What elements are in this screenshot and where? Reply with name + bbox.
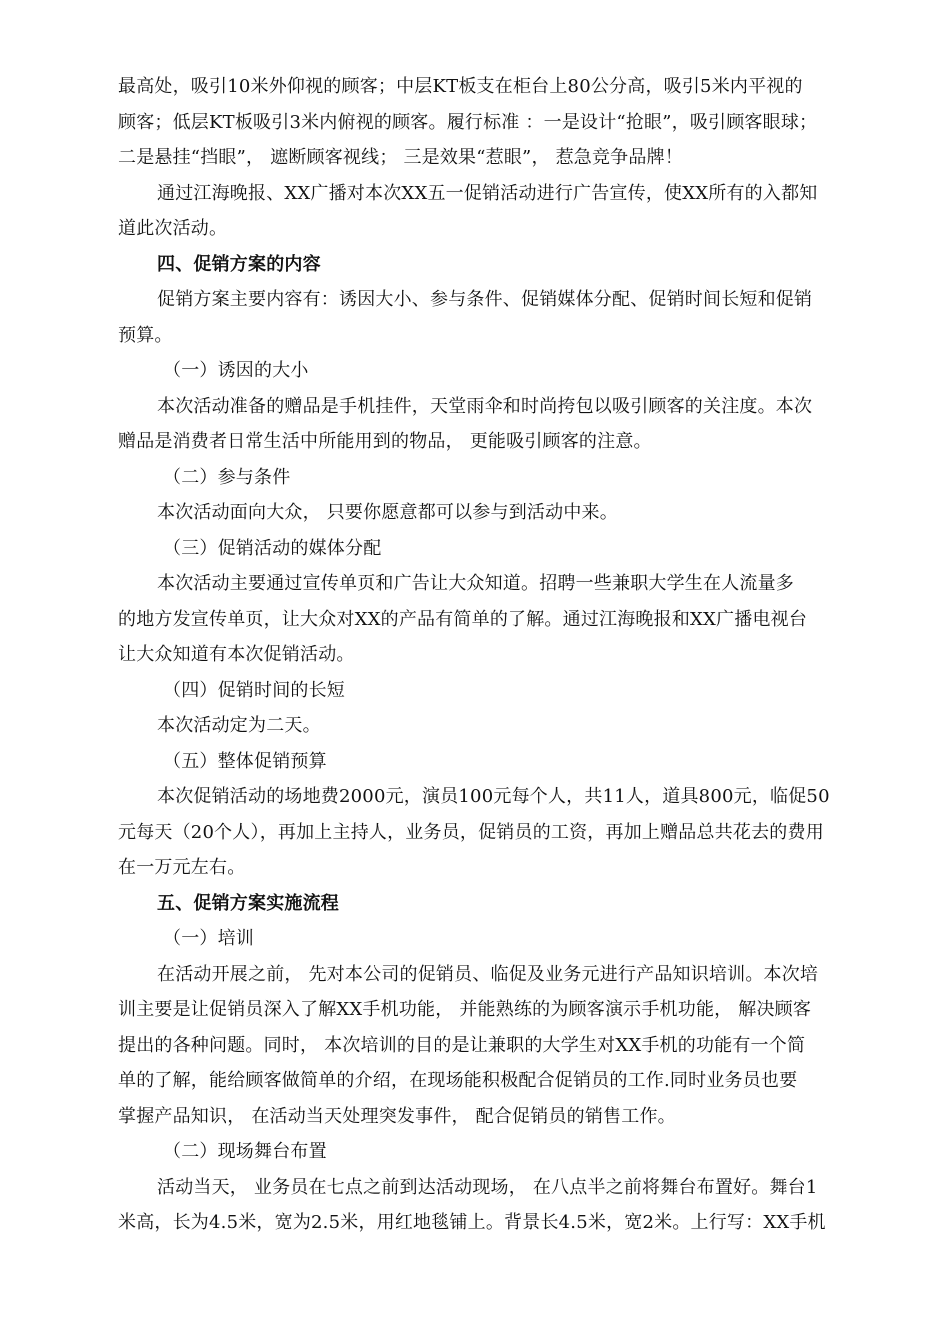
paragraph-line: 元每天（20个人），再加上主持人，业务员，促销员的工资，再加上赠品总共花去的费用 (118, 821, 824, 843)
document-body (118, 69, 834, 1241)
paragraph-line: 在活动开展之前， 先对本公司的促销员、临促及业务元进行产品知识培训。本次培 (157, 963, 819, 985)
paragraph-line: 单的了解，能给顾客做简单的介绍，在现场能积极配合促销员的工作.同时业务员也要 (118, 1070, 798, 1091)
paragraph-line: 让大众知道有本次促销活动。 (118, 644, 355, 665)
paragraph-line: 本次活动主要通过宣传单页和广告让大众知道。招聘一些兼职大学生在人流量多 (157, 573, 794, 594)
paragraph-line: 通过江海晚报、XX广播对本次XX五一促销活动进行广告宣传，使XX所有的入都知 (157, 182, 818, 204)
paragraph-line: 促销方案主要内容有：诱因大小、参与条件、促销媒体分配、促销时间长短和促销 (157, 289, 813, 310)
paragraph-line: 本次活动定为二天。 (157, 715, 321, 736)
paragraph-line: 二是悬挂“挡眼”， 遮断顾客视线； 三是效果“惹眼”， 惹急竞争品牌！ (118, 147, 683, 168)
paragraph-line: 活动当天， 业务员在七点之前到达活动现场， 在八点半之前将舞台布置好。舞台1 (157, 1176, 818, 1198)
subsection-heading: （二）现场舞台布置 (163, 1141, 327, 1162)
subsection-heading: （一）诱因的大小 (163, 360, 309, 381)
subsection-heading: （三）促销活动的媒体分配 (163, 537, 382, 559)
subsection-heading: （一）培训 (163, 928, 254, 949)
subsection-heading: （二）参与条件 (163, 466, 291, 488)
paragraph-line: 顾客；低层KT板吸引3米内俯视的顾客。履行标准 ：一是设计“抢眼”，吸引顾客眼球； (118, 111, 818, 133)
section-heading: 四、促销方案的内容 (157, 253, 321, 275)
section-heading: 五、促销方案实施流程 (157, 892, 339, 914)
subsection-heading: （四）促销时间的长短 (163, 679, 345, 701)
paragraph-line: 提出的各种问题。同时， 本次培训的目的是让兼职的大学生对XX手机的功能有一个简 (118, 1034, 806, 1056)
paragraph-line: 的地方发宣传单页，让大众对XX的产品有简单的了解。通过江海晚报和XX广播电视台 (118, 608, 808, 630)
paragraph-line: 训主要是让促销员深入了解XX手机功能， 并能熟练的为顾客演示手机功能， 解决顾客 (118, 999, 812, 1020)
paragraph-line: 道此次活动。 (118, 218, 228, 239)
paragraph-line: 本次促销活动的场地费2000元，演员100元每个人，共11人，道具800元，临促50 (157, 786, 830, 807)
paragraph-line: 赠品是消费者日常生活中所能用到的物品， 更能吸引顾客的注意。 (118, 431, 652, 452)
paragraph-line: 米高，长为4.5米，宽为2.5米，用红地毯铺上。背景长4.5米，宽2米。上行写：XX手机 (118, 1212, 826, 1233)
paragraph-line: 本次活动面向大众， 只要你愿意都可以参与到活动中来。 (157, 502, 618, 523)
paragraph-line: 在一万元左右。 (118, 857, 246, 878)
paragraph-line: 掌握产品知识， 在活动当天处理突发事件， 配合促销员的销售工作。 (118, 1105, 676, 1127)
paragraph-line: 预算。 (118, 324, 173, 346)
paragraph-line: 最高处，吸引10米外仰视的顾客；中层KT板支在柜台上80公分高，吸引5米内平视的 (118, 76, 803, 97)
subsection-heading: （五）整体促销预算 (163, 750, 327, 772)
paragraph-line: 本次活动准备的赠品是手机挂件，天堂雨伞和时尚挎包以吸引顾客的关注度。本次 (157, 395, 813, 417)
